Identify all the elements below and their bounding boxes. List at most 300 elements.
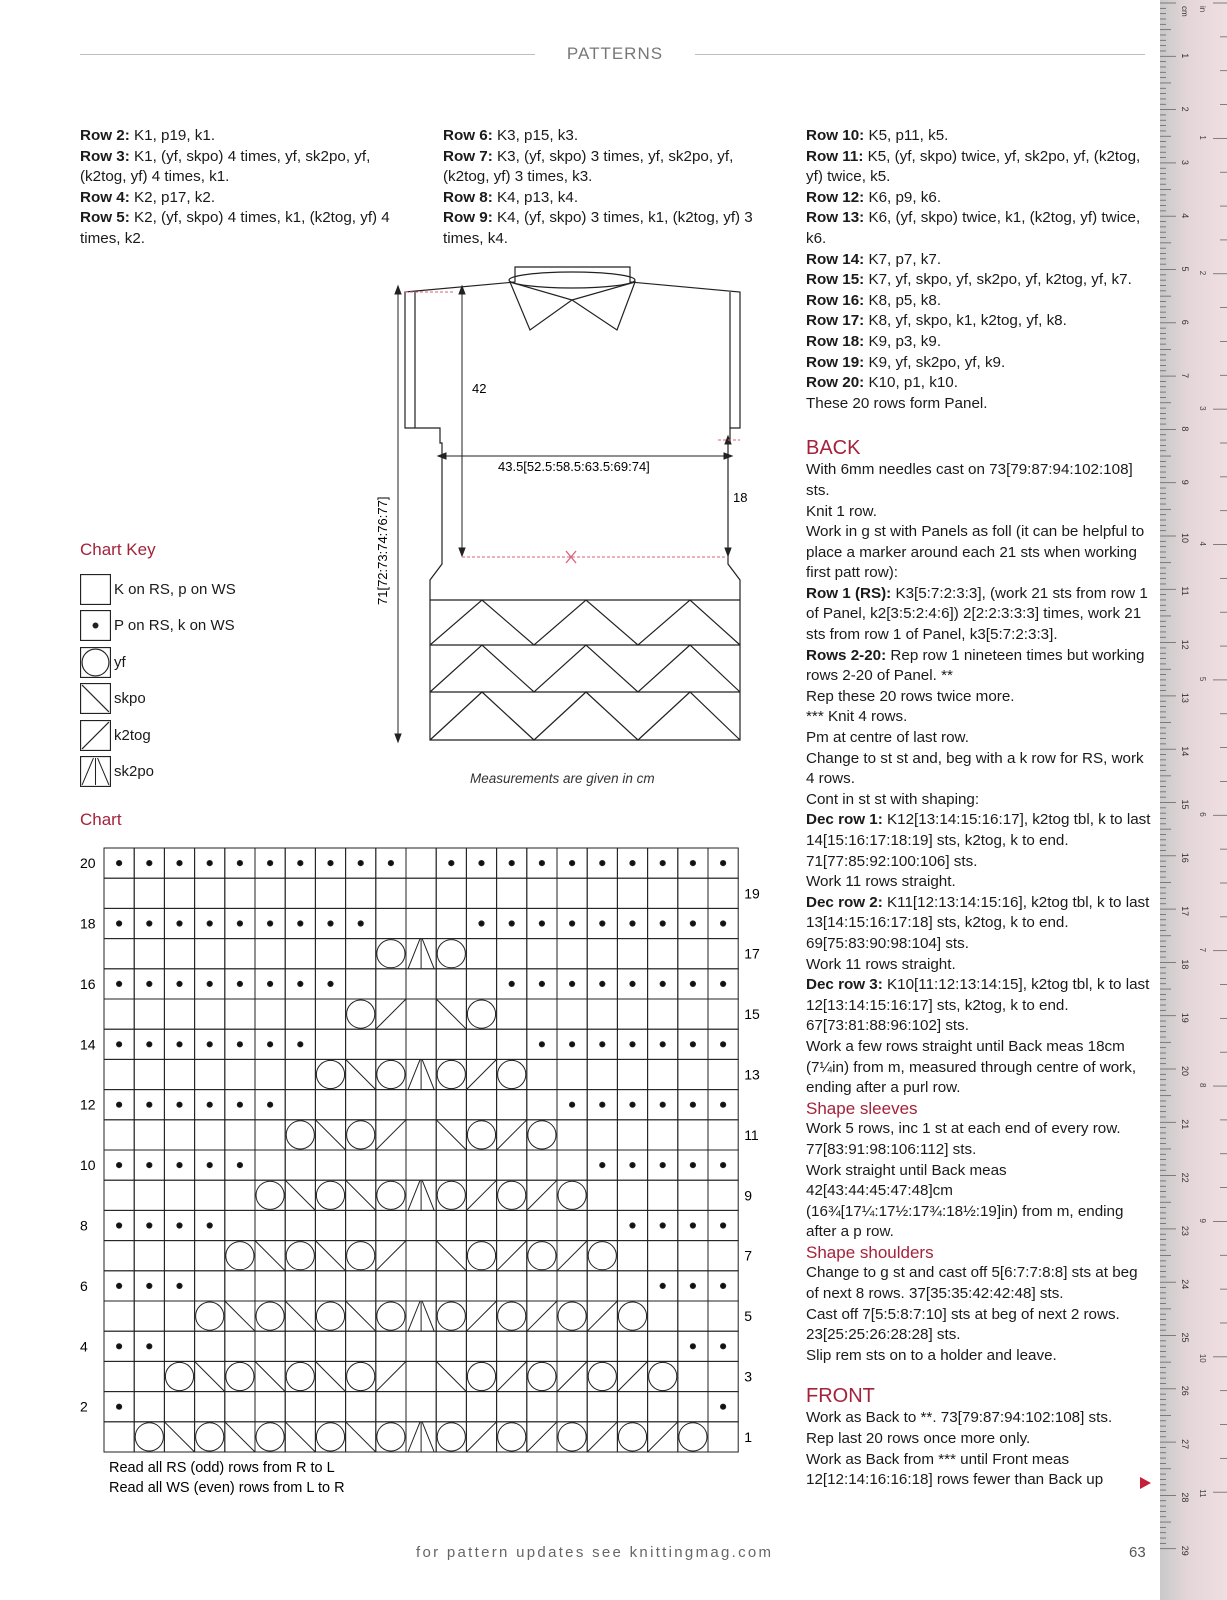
chart-cell <box>648 1241 678 1271</box>
chart-cell <box>134 999 164 1029</box>
instruction-label: Row 1 (RS): <box>806 584 892 602</box>
instruction-line <box>806 1429 1151 1450</box>
instruction-line <box>443 188 773 209</box>
chart-cell <box>708 1392 738 1422</box>
chart-cell <box>527 1090 557 1120</box>
chart-cell <box>648 1271 678 1301</box>
chart-cell <box>527 878 557 908</box>
instruction-line <box>806 208 1151 249</box>
instruction-text: With 6mm needles cast on 73[79:87:94:102:108] sts. <box>806 461 1133 499</box>
ruler-cm-number: 24 <box>1180 1279 1190 1290</box>
chart-cell <box>557 1210 587 1240</box>
ruler-cm-number: 28 <box>1180 1492 1190 1503</box>
chart-row-label: 8 <box>80 1217 88 1234</box>
chart-cell <box>376 1361 406 1391</box>
chart-cell <box>617 1392 647 1422</box>
ruler-cm-number: 14 <box>1180 746 1190 757</box>
instruction-text: K9, p3, k9. <box>864 332 942 350</box>
chart-cell <box>557 1090 587 1120</box>
chart-cell <box>285 1241 315 1271</box>
chart-cell <box>708 1241 738 1271</box>
instruction-label: Row 18: <box>806 332 865 350</box>
chart-cell <box>346 1301 376 1331</box>
chart-cell <box>617 1029 647 1059</box>
instruction-label: Row 9: <box>443 209 493 227</box>
chart-cell <box>406 1180 436 1210</box>
measuring-ruler <box>1160 0 1227 1600</box>
chart-cell <box>648 999 678 1029</box>
chart-cell <box>527 1210 557 1240</box>
chart-cell <box>678 1090 708 1120</box>
ruler-cm-number: 10 <box>1180 533 1190 544</box>
chart-cell <box>255 1361 285 1391</box>
chart-cell <box>225 878 255 908</box>
chart-cell <box>285 969 315 999</box>
chart-cell <box>195 1029 225 1059</box>
chart-cell <box>406 1392 436 1422</box>
instruction-text: Rep last 20 rows once more only. <box>806 1430 1031 1448</box>
instruction-line <box>806 291 1151 312</box>
ruler-cm-number: 26 <box>1180 1385 1190 1396</box>
instruction-text: Work in g st with Panels as foll (it can be helpful to place a marker around each 21 sts when working first patt row): <box>806 523 1145 582</box>
chart-cell <box>587 1059 617 1089</box>
instruction-text: K7, yf, skpo, yf, sk2po, yf, k2tog, yf, k7. <box>864 271 1132 289</box>
chart-cell <box>436 969 466 999</box>
chart-cell <box>195 878 225 908</box>
chart-cell <box>497 1331 527 1361</box>
chart-row-label: 11 <box>744 1126 759 1143</box>
ruler-cm-number: 9 <box>1180 479 1190 485</box>
chart-key-title: Chart Key <box>80 540 156 559</box>
chart-cell <box>285 1392 315 1422</box>
col1-instructions <box>80 126 410 250</box>
chart-cell <box>255 939 285 969</box>
instruction-line <box>806 373 1151 394</box>
chart-cell <box>557 1059 587 1089</box>
ruler-cm-number: 22 <box>1180 1172 1190 1183</box>
chart-cell <box>285 848 315 878</box>
chart-cell <box>708 1271 738 1301</box>
instruction-label: Row 2: <box>80 127 130 144</box>
chart-cell <box>225 1361 255 1391</box>
chart-cell <box>587 939 617 969</box>
chart-cell <box>466 1059 496 1089</box>
instruction-text: Work 11 rows straight. <box>806 955 956 973</box>
chart-cell <box>708 1120 738 1150</box>
instruction-text: Work as Back to **. 73[79:87:94:102:108] sts. <box>806 1409 1113 1427</box>
chart-cell <box>527 1331 557 1361</box>
chart-cell <box>406 1271 436 1301</box>
chart-cell <box>285 1029 315 1059</box>
chart-cell <box>497 908 527 938</box>
chart-cell <box>315 1150 345 1180</box>
instruction-label: Row 16: <box>806 291 865 309</box>
chart-key-item <box>80 646 126 678</box>
chart-row-label: 16 <box>80 975 96 992</box>
chart-cell <box>164 848 194 878</box>
chart-cell <box>708 1059 738 1089</box>
chart-cell <box>134 1029 164 1059</box>
instruction-label: Row 4: <box>80 188 130 206</box>
chart-cell <box>376 1210 406 1240</box>
instruction-line <box>806 147 1151 188</box>
chart-cell <box>164 999 194 1029</box>
chart-row-label: 12 <box>80 1096 96 1113</box>
chart-cell <box>376 878 406 908</box>
chart-cell <box>527 1029 557 1059</box>
chart-cell <box>406 1210 436 1240</box>
chart-cell <box>104 1150 134 1180</box>
chart-cell <box>708 848 738 878</box>
ruler-cm-number: 23 <box>1180 1225 1190 1236</box>
chart-cell <box>587 1150 617 1180</box>
chart-cell <box>557 1180 587 1210</box>
chart-cell <box>195 1361 225 1391</box>
chart-cell <box>255 1090 285 1120</box>
chart-cell <box>164 939 194 969</box>
instruction-line <box>806 353 1151 374</box>
chart-cell <box>406 1422 436 1452</box>
chart-cell <box>527 908 557 938</box>
chart-cell <box>587 1029 617 1059</box>
chart-cell <box>406 1150 436 1180</box>
ruler-inch-number: 5 <box>1198 676 1207 682</box>
chart-cell <box>587 1090 617 1120</box>
chart-cell <box>527 1361 557 1391</box>
chart-cell <box>225 1029 255 1059</box>
instruction-line <box>806 872 1151 893</box>
chart-cell <box>708 1090 738 1120</box>
chart-cell <box>134 1301 164 1331</box>
chart-cell <box>497 1090 527 1120</box>
chart-cell <box>225 1059 255 1089</box>
chart-cell <box>436 1271 466 1301</box>
instruction-label: Row 3: <box>80 147 130 165</box>
chart-cell <box>285 1422 315 1452</box>
chart-key-label: yf <box>114 653 126 671</box>
chart-cell <box>527 1150 557 1180</box>
chart-cell <box>346 939 376 969</box>
chart-cell <box>617 1090 647 1120</box>
chart-cell <box>164 1271 194 1301</box>
chart-cell <box>678 999 708 1029</box>
chart-cell <box>104 1210 134 1240</box>
chart-cell <box>164 1241 194 1271</box>
chart-cell <box>255 878 285 908</box>
header-rule-left <box>80 54 535 55</box>
chart-cell <box>617 1059 647 1089</box>
chart-cell <box>406 1029 436 1059</box>
chart-cell <box>648 1210 678 1240</box>
backslash-symbol-icon <box>80 683 111 714</box>
chart-cell <box>527 1120 557 1150</box>
chart-cell <box>134 908 164 938</box>
instruction-label: Row 14: <box>806 250 865 268</box>
instruction-text: Rep these 20 rows twice more. <box>806 687 1015 705</box>
chart-cell <box>315 1120 345 1150</box>
chart-cell <box>406 878 436 908</box>
ruler-cm-number: 12 <box>1180 639 1190 650</box>
chart-cell <box>648 1059 678 1089</box>
instruction-text: Work as Back from *** until Front meas 12[12:14:16:16:18] rows fewer than Back up <box>806 1450 1104 1489</box>
chart-cell <box>527 1422 557 1452</box>
ruler-cm-number: 15 <box>1180 799 1190 810</box>
instruction-label: Row 12: <box>806 188 865 206</box>
instruction-label: Row 13: <box>806 209 865 227</box>
chart-cell <box>104 1392 134 1422</box>
chart-cell <box>406 1241 436 1271</box>
chart-cell <box>527 1059 557 1089</box>
chart-cell <box>436 1422 466 1452</box>
instruction-text: Slip rem sts on to a holder and leave. <box>806 1346 1057 1364</box>
chart-cell <box>527 939 557 969</box>
chart-cell <box>195 1059 225 1089</box>
instruction-label: Row 20: <box>806 374 865 392</box>
instruction-text: K6, p9, k6. <box>864 188 942 206</box>
instruction-line <box>806 975 1151 1037</box>
chart-cell <box>466 1241 496 1271</box>
chart-cell <box>587 1120 617 1150</box>
instruction-text: These 20 rows form Panel. <box>806 394 988 412</box>
ruler-inch-number: 7 <box>1198 947 1207 953</box>
chart-cell <box>315 1271 345 1301</box>
chart-cell <box>497 939 527 969</box>
ruler-inch-number: 2 <box>1198 270 1207 276</box>
chart-cell <box>255 969 285 999</box>
chart-cell <box>225 1392 255 1422</box>
chart-cell <box>436 1392 466 1422</box>
chart-cell <box>497 1241 527 1271</box>
chart-cell <box>315 1361 345 1391</box>
chart-cell <box>557 1241 587 1271</box>
instruction-line <box>806 893 1151 955</box>
dot-symbol-icon <box>80 610 111 641</box>
chart-cell <box>164 878 194 908</box>
chart-cell <box>285 1361 315 1391</box>
instruction-label: Row 17: <box>806 312 865 330</box>
chart-cell <box>285 1301 315 1331</box>
chart-cell <box>346 999 376 1029</box>
chart-cell <box>436 1059 466 1089</box>
chart-cell <box>678 908 708 938</box>
chart-cell <box>406 1120 436 1150</box>
chart-cell <box>557 1029 587 1059</box>
instruction-label: Dec row 1: <box>806 811 883 829</box>
chart-cell <box>708 1150 738 1180</box>
chart-cell <box>587 908 617 938</box>
instruction-text: Knit 1 row. <box>806 502 877 520</box>
ruler-cm-number: 7 <box>1180 373 1190 379</box>
chart-cell <box>678 1392 708 1422</box>
chart-cell <box>648 1301 678 1331</box>
instruction-line <box>806 790 1151 811</box>
chart-key-label: sk2po <box>114 763 155 780</box>
chart-cell <box>557 1271 587 1301</box>
instruction-line <box>806 1305 1151 1346</box>
ruler-inch-number: 11 <box>1198 1489 1207 1498</box>
instruction-text: Change to g st and cast off 5[6:7:7:8:8] sts at beg of next 8 rows. 37[35:35:42:42:48] sts. <box>806 1264 1138 1303</box>
chart-cell <box>134 1241 164 1271</box>
instruction-text: K4, (yf, skpo) 3 times, k1, (k2tog, yf) 3 times, k4. <box>443 209 753 247</box>
instruction-text: K2, p17, k2. <box>129 188 216 206</box>
chart-cell <box>708 1301 738 1331</box>
chart-cell <box>104 1090 134 1120</box>
chart-cell <box>708 878 738 908</box>
chart-cell <box>164 1150 194 1180</box>
chart-title: Chart <box>80 810 122 829</box>
chart-row-label: 20 <box>80 855 96 872</box>
chart-cell <box>648 1029 678 1059</box>
chart-cell <box>164 908 194 938</box>
instruction-text: K3, (yf, skpo) 3 times, yf, sk2po, yf, (k2tog, yf) 3 times, k3. <box>443 147 734 186</box>
chart-cell <box>346 1392 376 1422</box>
instruction-label: Rows 2-20: <box>806 646 887 664</box>
chart-cell <box>617 1331 647 1361</box>
chart-cell <box>195 1422 225 1452</box>
chart-cell <box>195 1120 225 1150</box>
chart-cell <box>617 939 647 969</box>
chart-cell <box>376 969 406 999</box>
chart-cell <box>406 999 436 1029</box>
chart-cell <box>134 1392 164 1422</box>
chart-cell <box>376 1029 406 1059</box>
chart-cell <box>557 848 587 878</box>
chart-cell <box>376 1392 406 1422</box>
chart-cell <box>436 1210 466 1240</box>
chart-cell <box>527 1241 557 1271</box>
chart-cell <box>648 848 678 878</box>
chart-cell <box>497 1361 527 1391</box>
chart-cell <box>557 878 587 908</box>
front-paras <box>806 1408 1151 1490</box>
instruction-line <box>806 394 1151 415</box>
chart-cell <box>406 908 436 938</box>
chart-key-label: K on RS, p on WS <box>114 580 236 598</box>
chart-cell <box>406 939 436 969</box>
instruction-text: K3, p15, k3. <box>492 127 579 144</box>
chart-cell <box>104 1331 134 1361</box>
collar-neck <box>509 272 635 288</box>
chart-cell <box>315 999 345 1029</box>
slash-symbol-icon <box>80 720 111 751</box>
chart-cell <box>557 939 587 969</box>
chart-note-rs: Read all RS (odd) rows from R to L <box>109 1460 335 1476</box>
instruction-text: K9, yf, sk2po, yf, k9. <box>864 353 1006 371</box>
chart-cell <box>466 878 496 908</box>
chart-cell <box>466 1361 496 1391</box>
instruction-text: Work straight until Back meas 42[43:44:45:47:48]cm (16¾[17¼:17½:17¾:18½:19]in) from m, ending after a p row. <box>806 1161 1124 1241</box>
chart-cell <box>346 1271 376 1301</box>
chart-cell <box>406 1059 436 1089</box>
chart-cell <box>195 1210 225 1240</box>
chart-cell <box>195 1331 225 1361</box>
chart-cell <box>315 848 345 878</box>
chart-cell <box>225 1241 255 1271</box>
chart-cell <box>104 1271 134 1301</box>
chart-cell <box>708 1422 738 1452</box>
dim-width-label: 43.5[52.5:58.5:63.5:69:74] <box>498 459 650 474</box>
chart-cell <box>315 878 345 908</box>
chart-cell <box>406 1331 436 1361</box>
chart-cell <box>376 1301 406 1331</box>
instruction-line <box>806 728 1151 749</box>
chart-cell <box>617 908 647 938</box>
ruler-cm-number: 16 <box>1180 852 1190 863</box>
chart-key-label: skpo <box>114 690 146 707</box>
chart-cell <box>436 1301 466 1331</box>
chart-key-label: P on RS, k on WS <box>114 617 235 634</box>
chart-cell <box>497 1392 527 1422</box>
shape-sleeves-heading: Shape sleeves <box>806 1098 918 1118</box>
chart-cell <box>587 1241 617 1271</box>
chart-cell <box>587 1210 617 1240</box>
chart-cell <box>164 1180 194 1210</box>
chart-cell <box>648 1361 678 1391</box>
instruction-label: Dec row 2: <box>806 893 883 911</box>
ruler-inch-number: 10 <box>1198 1353 1207 1363</box>
chart-cell <box>315 1392 345 1422</box>
instruction-line <box>80 126 410 147</box>
chart-cell <box>225 1422 255 1452</box>
chart-cell <box>708 969 738 999</box>
shape-shoulders-heading: Shape shoulders <box>806 1242 934 1262</box>
chart-cell <box>346 1059 376 1089</box>
chart-cell <box>134 1210 164 1240</box>
instruction-line <box>806 1408 1151 1429</box>
chart-cell <box>134 969 164 999</box>
chart-cell <box>285 908 315 938</box>
chart-cell <box>285 1210 315 1240</box>
chart-cell <box>134 1090 164 1120</box>
chart-cell <box>708 908 738 938</box>
chart-row-label: 14 <box>80 1036 96 1053</box>
chart-cell <box>225 1210 255 1240</box>
chart-cell <box>678 1331 708 1361</box>
instruction-line <box>806 584 1151 646</box>
ruler-inch-number: 3 <box>1198 406 1207 411</box>
chart-cell <box>678 1150 708 1180</box>
chart-cell <box>134 939 164 969</box>
chart-cell <box>648 1150 678 1180</box>
instruction-line <box>806 502 1151 523</box>
chart-cell <box>678 1422 708 1452</box>
chart-cell <box>557 1422 587 1452</box>
dim-side-label: 18 <box>733 490 748 505</box>
chart-cell <box>104 908 134 938</box>
chart-cell <box>315 1059 345 1089</box>
chart-cell <box>285 1331 315 1361</box>
ruler-in-unit: in <box>1198 6 1207 13</box>
chart-cell <box>376 1090 406 1120</box>
ruler-cm-number: 25 <box>1180 1332 1190 1343</box>
instruction-text: Work 11 rows straight. <box>806 873 956 891</box>
chart-cell <box>134 1120 164 1150</box>
instruction-text: K7, p7, k7. <box>864 250 942 268</box>
ruler-cm-number: 5 <box>1180 266 1190 272</box>
garment-schematic <box>360 260 780 800</box>
ruler-inch-number: 8 <box>1198 1083 1207 1088</box>
chart-cell <box>466 1150 496 1180</box>
instruction-line <box>806 460 1151 501</box>
instruction-line <box>806 707 1151 728</box>
chart-cell <box>164 1059 194 1089</box>
chart-cell <box>255 1210 285 1240</box>
ruler-cm-number: 1 <box>1180 53 1190 59</box>
chart-cell <box>285 1271 315 1301</box>
chart-cell <box>255 1120 285 1150</box>
dim-length-label: 71[72:73:74:76:77] <box>375 496 390 605</box>
chart-cell <box>195 1392 225 1422</box>
